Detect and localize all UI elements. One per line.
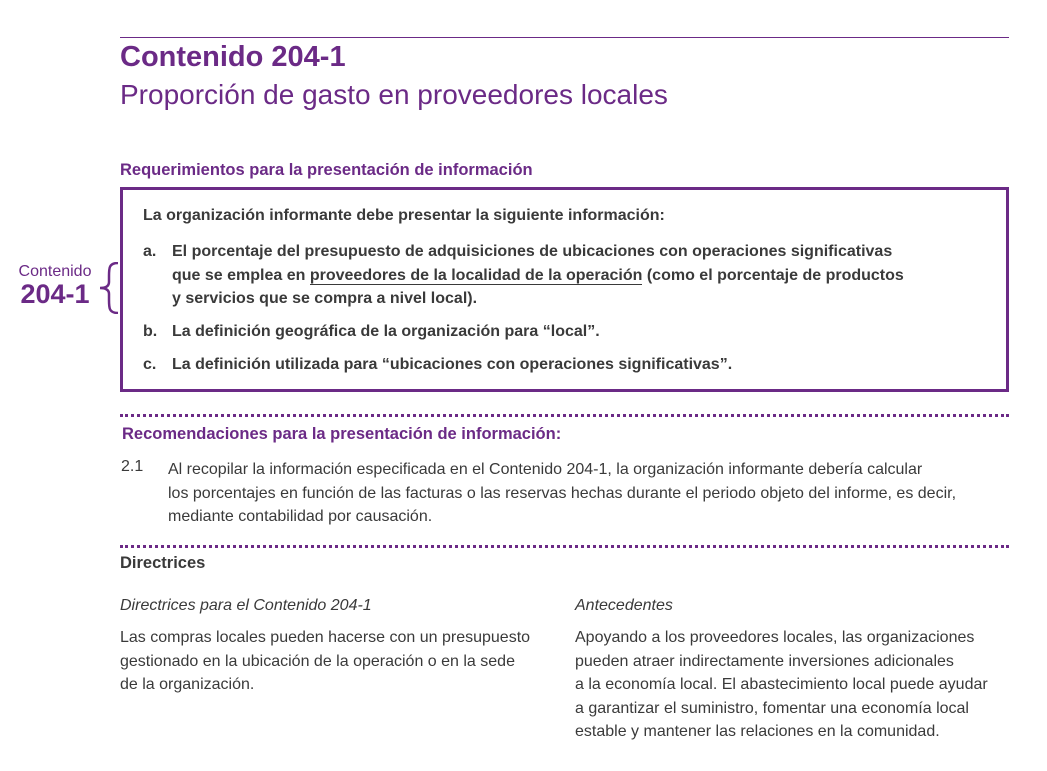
guidance-left-body — [120, 626, 560, 697]
recommendation-text — [168, 458, 1013, 529]
item-line: El porcentaje del presupuesto de adquisiciones de ubicaciones con operaciones significativas — [172, 243, 893, 260]
disclosure-side-label — [10, 263, 100, 310]
guidance-line: de la organización. — [120, 676, 255, 693]
guidance-heading: Directrices — [120, 554, 206, 572]
guidance-right-body — [575, 626, 1005, 744]
requirements-heading: Requerimientos para la presentación de información — [120, 161, 533, 179]
guidance-line: gestionado en la ubicación de la operación o en la sede — [120, 652, 515, 670]
page-subtitle: Proporción de gasto en proveedores locales — [120, 79, 668, 110]
dotted-divider — [120, 414, 1009, 417]
guidance-line: a la economía local. El abastecimiento local puede ayudar — [575, 676, 988, 693]
requirements-intro: La organización informante debe presentar la siguiente información: — [143, 207, 665, 224]
requirements-box — [120, 187, 1009, 392]
recommendation-line: Al recopilar la información especificada en el Contenido 204-1, la organización informante debería calcular — [168, 461, 923, 478]
item-letter: b. — [143, 323, 158, 340]
guidance-line: pueden atraer indirectamente inversiones adicionales — [575, 652, 954, 670]
recommendation-line: los porcentajes en función de las facturas o las reservas hechas durante el periodo objeto del informe, es decir, — [168, 484, 957, 502]
curly-brace-icon — [98, 262, 120, 314]
guidance-line: Las compras locales pueden hacerse con un presupuesto — [120, 629, 531, 646]
top-rule — [120, 37, 1009, 38]
recommendation-number: 2.1 — [121, 458, 144, 475]
side-label-number: 204-1 — [20, 279, 90, 309]
item-letter: c. — [143, 356, 157, 373]
item-text — [172, 240, 992, 311]
item-line-pre: que se emplea en — [172, 266, 310, 284]
guidance-line: Apoyando a los proveedores locales, las organizaciones — [575, 629, 975, 646]
item-line — [172, 264, 992, 288]
item-text: La definición geográfica de la organización para “local”. — [172, 323, 600, 340]
item-letter: a. — [143, 243, 157, 260]
item-text: La definición utilizada para “ubicaciones con operaciones significativas”. — [172, 356, 733, 373]
guidance-left-title: Directrices para el Contenido 204-1 — [120, 597, 372, 614]
guidance-line: estable y mantener las relaciones en la comunidad. — [575, 723, 940, 740]
guidance-line: a garantizar el suministro, fomentar una economía local — [575, 699, 969, 717]
recommendation-line: mediante contabilidad por causación. — [168, 508, 433, 525]
guidance-right-title: Antecedentes — [575, 597, 673, 614]
side-label-small: Contenido — [18, 263, 92, 280]
recommendations-heading: Recomendaciones para la presentación de información: — [122, 425, 562, 443]
item-line-post: (como el porcentaje de productos — [642, 266, 904, 284]
local-suppliers-link[interactable]: proveedores de la localidad de la operación — [309, 266, 643, 284]
item-line: y servicios que se compra a nivel local). — [172, 290, 478, 307]
dotted-divider — [120, 545, 1009, 548]
page-title: Contenido 204-1 — [120, 41, 346, 73]
